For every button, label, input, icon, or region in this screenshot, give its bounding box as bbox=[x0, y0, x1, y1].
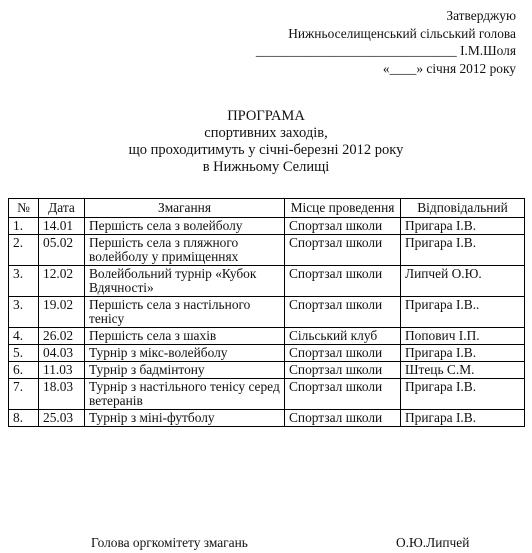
table-row bbox=[9, 218, 525, 235]
table-row bbox=[9, 362, 525, 379]
row-place: Спортзал школи bbox=[285, 345, 401, 362]
row-event: Волейбольний турнір «Кубок Вдячності» bbox=[85, 266, 285, 297]
row-num: 4. bbox=[9, 328, 39, 345]
approval-date-line: «____» січня 2012 року bbox=[382, 61, 516, 76]
document-subtitle-3: в Нижньому Селищі bbox=[202, 159, 330, 175]
row-date: 05.02 bbox=[39, 235, 85, 266]
row-responsible: Пригара І.В. bbox=[401, 218, 525, 235]
row-responsible: Пригара І.В. bbox=[401, 345, 525, 362]
row-responsible: Попович І.П. bbox=[401, 328, 525, 345]
table-row bbox=[9, 266, 525, 297]
row-responsible: Пригара І.В. bbox=[401, 235, 525, 266]
row-place: Спортзал школи bbox=[285, 379, 401, 410]
approval-position: Нижньоселищенський сільський голова bbox=[288, 26, 516, 41]
row-place: Сільський клуб bbox=[285, 328, 401, 345]
row-place: Спортзал школи bbox=[285, 362, 401, 379]
row-place: Спортзал школи bbox=[285, 410, 401, 427]
row-place: Спортзал школи bbox=[285, 266, 401, 297]
table-row bbox=[9, 328, 525, 345]
row-date: 25.03 bbox=[39, 410, 85, 427]
row-event: Турнір з бадмінтону bbox=[85, 362, 285, 379]
row-num: 8. bbox=[9, 410, 39, 427]
row-num: 2. bbox=[9, 235, 39, 266]
program-table bbox=[8, 198, 525, 427]
row-num: 1. bbox=[9, 218, 39, 235]
row-responsible: Пригара І.В. bbox=[401, 379, 525, 410]
table-header-row bbox=[9, 199, 525, 218]
document-title: ПРОГРАМА bbox=[227, 108, 305, 124]
row-num: 3. bbox=[9, 297, 39, 328]
footer-role: Голова оргкомітету змагань bbox=[91, 535, 248, 550]
table-row bbox=[9, 235, 525, 266]
row-date: 04.03 bbox=[39, 345, 85, 362]
row-num: 3. bbox=[9, 266, 39, 297]
row-place: Спортзал школи bbox=[285, 297, 401, 328]
row-date: 11.03 bbox=[39, 362, 85, 379]
row-event: Першість села з пляжного волейболу у приміщеннях bbox=[85, 235, 285, 266]
table-row bbox=[9, 297, 525, 328]
row-date: 19.02 bbox=[39, 297, 85, 328]
row-event: Турнір з міні-футболу bbox=[85, 410, 285, 427]
row-responsible: Липчей О.Ю. bbox=[401, 266, 525, 297]
document-subtitle-2: що проходитимуть у січні-березні 2012 року bbox=[128, 142, 404, 158]
document-subtitle-1: спортивних заходів, bbox=[204, 125, 328, 141]
header-event: Змагання bbox=[85, 199, 285, 218]
row-date: 12.02 bbox=[39, 266, 85, 297]
row-date: 18.03 bbox=[39, 379, 85, 410]
row-place: Спортзал школи bbox=[285, 235, 401, 266]
row-event: Турнір з настільного тенісу серед ветеранів bbox=[85, 379, 285, 410]
row-num: 7. bbox=[9, 379, 39, 410]
header-num: № bbox=[9, 199, 39, 218]
row-event: Турнір з мікс-волейболу bbox=[85, 345, 285, 362]
header-date: Дата bbox=[39, 199, 85, 218]
table-row bbox=[9, 379, 525, 410]
row-date: 14.01 bbox=[39, 218, 85, 235]
approval-approve: Затверджую bbox=[446, 8, 516, 23]
row-event: Першість села з шахів bbox=[85, 328, 285, 345]
table-row bbox=[9, 345, 525, 362]
header-place: Місце проведення bbox=[285, 199, 401, 218]
table-row bbox=[9, 410, 525, 427]
approval-signature-line: ______________________________ І.М.Шоля bbox=[255, 43, 516, 58]
row-place: Спортзал школи bbox=[285, 218, 401, 235]
row-num: 5. bbox=[9, 345, 39, 362]
row-responsible: Пригара І.В. bbox=[401, 410, 525, 427]
header-responsible: Відповідальний bbox=[401, 199, 525, 218]
row-date: 26.02 bbox=[39, 328, 85, 345]
row-num: 6. bbox=[9, 362, 39, 379]
row-responsible: Штець С.М. bbox=[401, 362, 525, 379]
row-event: Першість села з волейболу bbox=[85, 218, 285, 235]
row-event: Першість села з настільного тенісу bbox=[85, 297, 285, 328]
row-responsible: Пригара І.В.. bbox=[401, 297, 525, 328]
footer-name: О.Ю.Липчей bbox=[396, 535, 470, 550]
